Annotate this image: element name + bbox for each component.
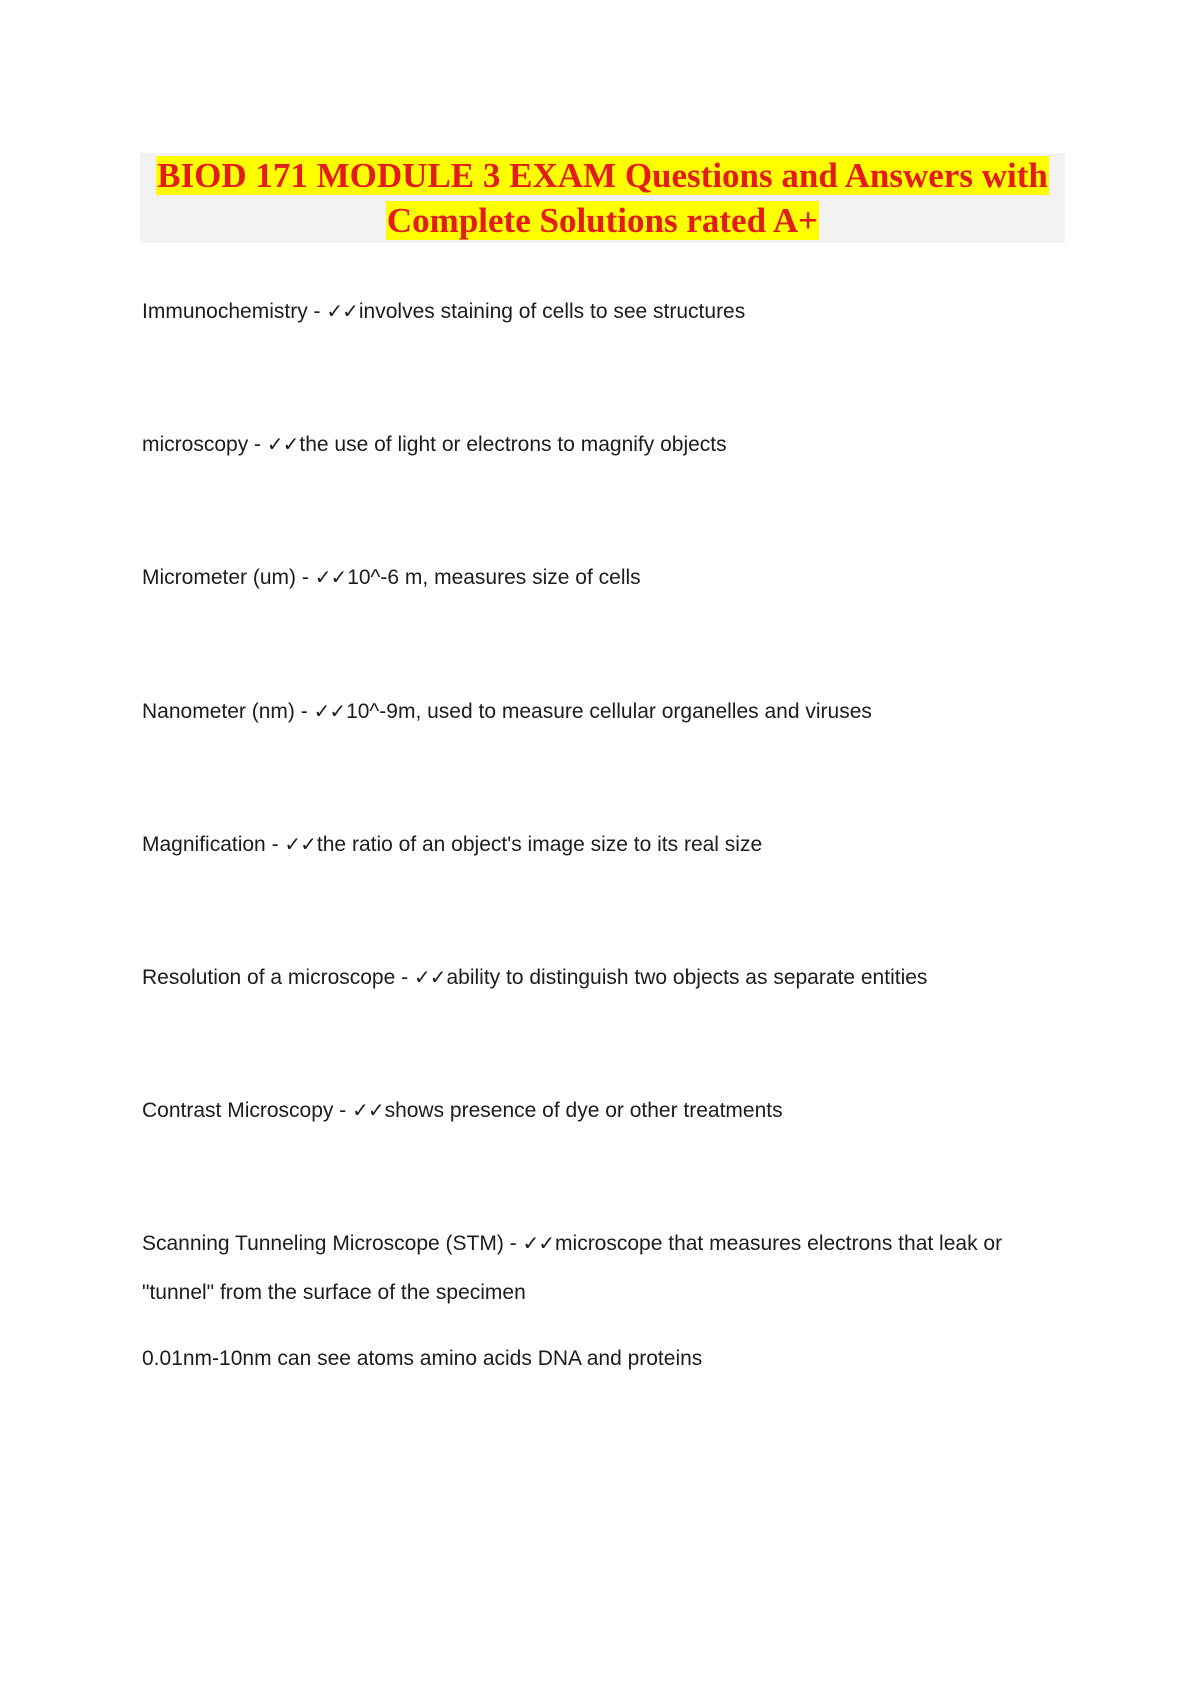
entry-definition: the use of light or electrons to magnify objects — [299, 433, 727, 456]
entry-separator: - — [307, 300, 327, 323]
checkmark-icon: ✓✓ — [326, 299, 358, 323]
entry-separator: - — [503, 1232, 523, 1255]
entry-separator: - — [294, 700, 314, 723]
entry-term: microscopy — [142, 433, 249, 456]
checkmark-icon: ✓✓ — [284, 832, 316, 856]
qa-entry — [142, 1096, 783, 1125]
entry-term: Contrast Microscopy — [142, 1099, 334, 1122]
entry-term: Nanometer (nm) — [142, 700, 295, 723]
qa-entry — [142, 563, 641, 592]
entry-term: Scanning Tunneling Microscope (STM) — [142, 1232, 504, 1255]
checkmark-icon: ✓✓ — [266, 432, 299, 456]
entry-definition: 10^-9m, used to measure cellular organelles and viruses — [346, 700, 872, 723]
entry-definition: microscope that measures electrons that leak or "tunnel" from the surface of the specimen — [142, 1232, 1003, 1304]
entry-separator: - — [265, 833, 285, 856]
checkmark-icon: ✓✓ — [413, 965, 446, 989]
title-line-2: Complete Solutions rated A+ — [386, 201, 819, 240]
qa-entry — [142, 830, 762, 859]
entry-term: Micrometer (um) — [142, 566, 297, 589]
entry-term: Resolution of a microscope — [142, 966, 396, 989]
document-title — [140, 153, 1065, 243]
entry-separator: - — [333, 1099, 353, 1122]
checkmark-icon: ✓✓ — [314, 565, 347, 589]
qa-entry — [142, 430, 727, 459]
entry-separator: - — [395, 966, 414, 989]
checkmark-icon: ✓✓ — [352, 1098, 384, 1122]
checkmark-icon: ✓✓ — [313, 699, 346, 723]
entry-definition: involves staining of cells to see structures — [358, 300, 746, 323]
entry-definition: ability to distinguish two objects as separate entities — [446, 966, 928, 989]
qa-entry — [142, 963, 927, 992]
entry-note: 0.01nm-10nm can see atoms amino acids DNA and proteins — [142, 1347, 703, 1370]
entry-term: Magnification — [142, 833, 266, 856]
entry-separator: - — [248, 433, 267, 456]
title-line-1: BIOD 171 MODULE 3 EXAM Questions and Answers with — [157, 156, 1048, 195]
entry-definition: 10^-6 m, measures size of cells — [347, 566, 641, 589]
checkmark-icon: ✓✓ — [522, 1231, 555, 1255]
qa-entry — [142, 297, 745, 326]
qa-entry — [142, 1219, 1062, 1317]
qa-entry — [142, 697, 872, 726]
entry-definition: the ratio of an object's image size to its real size — [316, 833, 763, 856]
entry-separator: - — [296, 566, 315, 589]
entry-term: Immunochemistry — [142, 300, 308, 323]
entry-definition: shows presence of dye or other treatments — [384, 1099, 783, 1122]
